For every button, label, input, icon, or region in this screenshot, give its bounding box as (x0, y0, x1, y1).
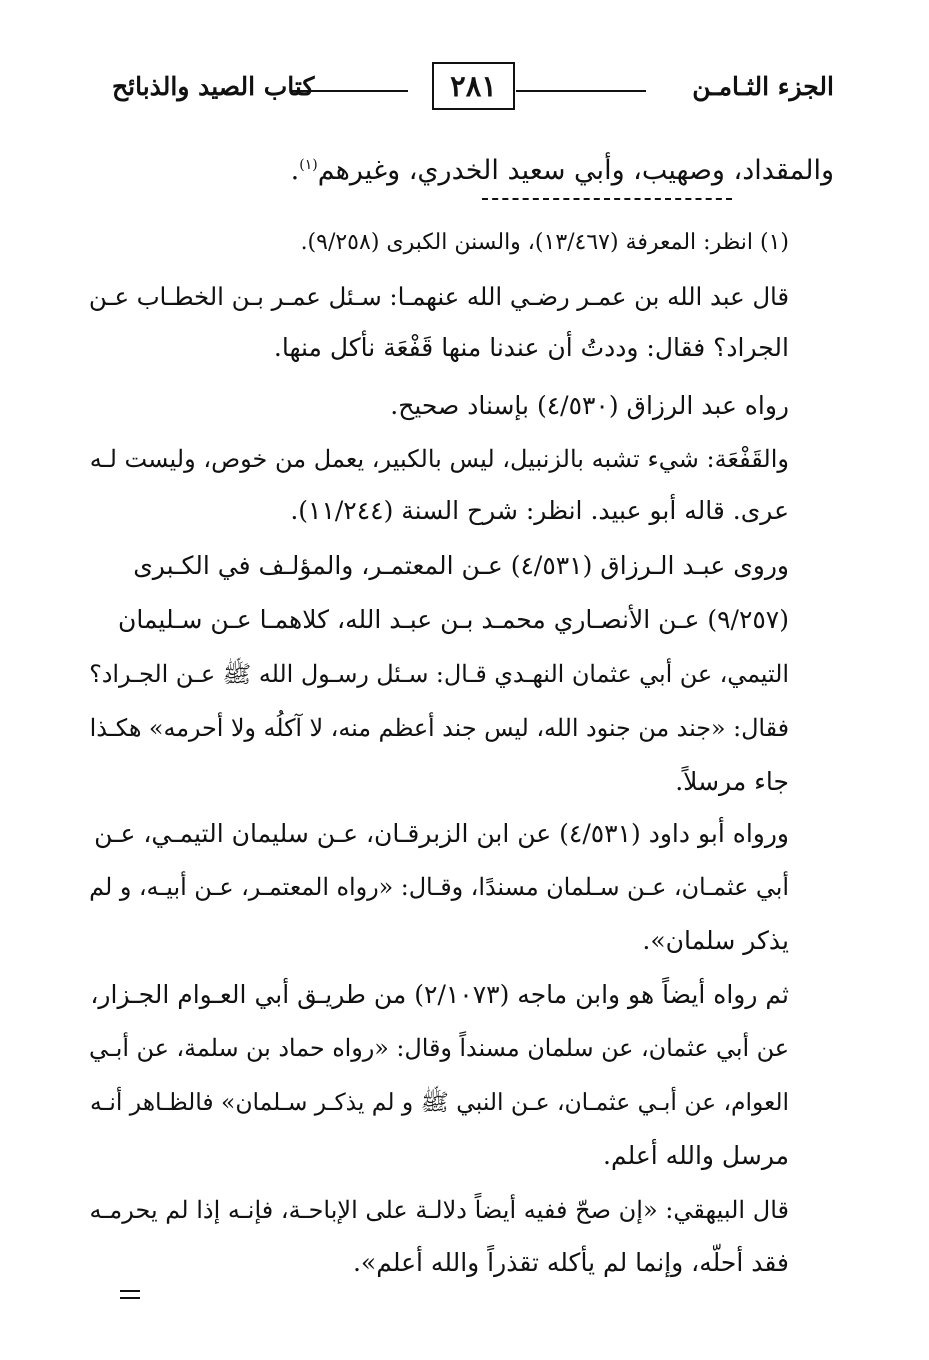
text-line-19: فقد أحلّه، وإنما لم يأكله تقذراً والله أعلم». (352, 1248, 789, 1277)
text-line-6: وروى عبـد الـرزاق (٤/٥٣١) عـن المعتمـر، والمؤلـف في الكـبرى (133, 551, 789, 580)
footnote-marker: (١) (299, 157, 318, 173)
text-line-2: الجراد؟ فقال: وددتُ أن عندنا منها قَفْعَة نأكل منها. (273, 333, 789, 362)
text-line-16: العوام، عن أبـي عثمـان، عـن النبي ﷺ و لم يذكـر سـلمان» فالظـاهر أنـه (89, 1088, 789, 1116)
text-line-13: يذكر سلمان». (642, 926, 789, 955)
running-header (112, 62, 834, 118)
text-line-11: ورواه أبو داود (٤/٥٣١) عن ابن الزبرقـان، عـن سليمان التيمـي، عـن (94, 819, 789, 848)
continuation-line (291, 150, 834, 186)
text-line-14: ثم رواه أيضاً هو وابن ماجه (٢/١٠٧٣) من طريـق أبي العـوام الجـزار، (90, 980, 789, 1009)
text-line-17: مرسل والله أعلم. (603, 1141, 789, 1170)
page-number: ٢٨١ (432, 62, 515, 110)
text-line-7: (٩/٢٥٧) عـن الأنصـاري محمـد بـن عبـد الله، كلاهمـا عـن سـليمان (117, 605, 789, 634)
text-line-4: والقَفْعَة: شيء تشبه بالزنبيل، ليس بالكبير، يعمل من خوص، وليست لـه (89, 445, 789, 473)
volume-title: الجزء الثـامـن (692, 72, 834, 101)
text-line-8: التيمي، عن أبي عثمان النهـدي قـال: سـئل رسـول الله ﷺ عـن الجـراد؟ (89, 660, 789, 688)
footnote: (١) انظر: المعرفة (١٣/٤٦٧)، والسنن الكبرى (٩/٢٥٨). (300, 230, 789, 255)
text-line-12: أبي عثمـان، عـن سـلمان مسندًا، وقـال: «رواه المعتمـر، عـن أبيـه، و لم (89, 873, 789, 901)
text-line-9: فقال: «جند من جنود الله، ليس جند أعظم منه، لا آكلُه ولا أحرمه» هكـذا (89, 714, 789, 742)
text-line-3: رواه عبد الرزاق (٤/٥٣٠) بإسناد صحيح. (390, 391, 789, 420)
text-line-15: عن أبي عثمان، عن سلمان مسنداً وقال: «رواه حماد بن سلمة، عن أبـي (88, 1034, 789, 1062)
text-line-10: جاء مرسلاً. (675, 767, 789, 796)
footnote-separator (482, 198, 732, 200)
continuation-mark (120, 1290, 140, 1304)
text-line-5: عرى. قاله أبو عبيد. انظر: شرح السنة (١١/٢٤٤). (290, 496, 789, 525)
continuation-end: . (290, 155, 300, 186)
text-line-1: قال عبد الله بن عمـر رضـي الله عنهمـا: سـئل عمـر بـن الخطـاب عـن (88, 282, 789, 311)
continuation-text: والمقداد، وصهيب، وأبي سعيد الخدري، وغيرهم (317, 155, 834, 186)
text-line-18: قال البيهقي: «إن صحّ ففيه أيضاً دلالـة على الإباحـة، فإنـه إذا لم يحرمـه (89, 1196, 789, 1224)
header-rule-right (516, 90, 646, 92)
book-title: كتاب الصيد والذبائح (112, 72, 315, 101)
